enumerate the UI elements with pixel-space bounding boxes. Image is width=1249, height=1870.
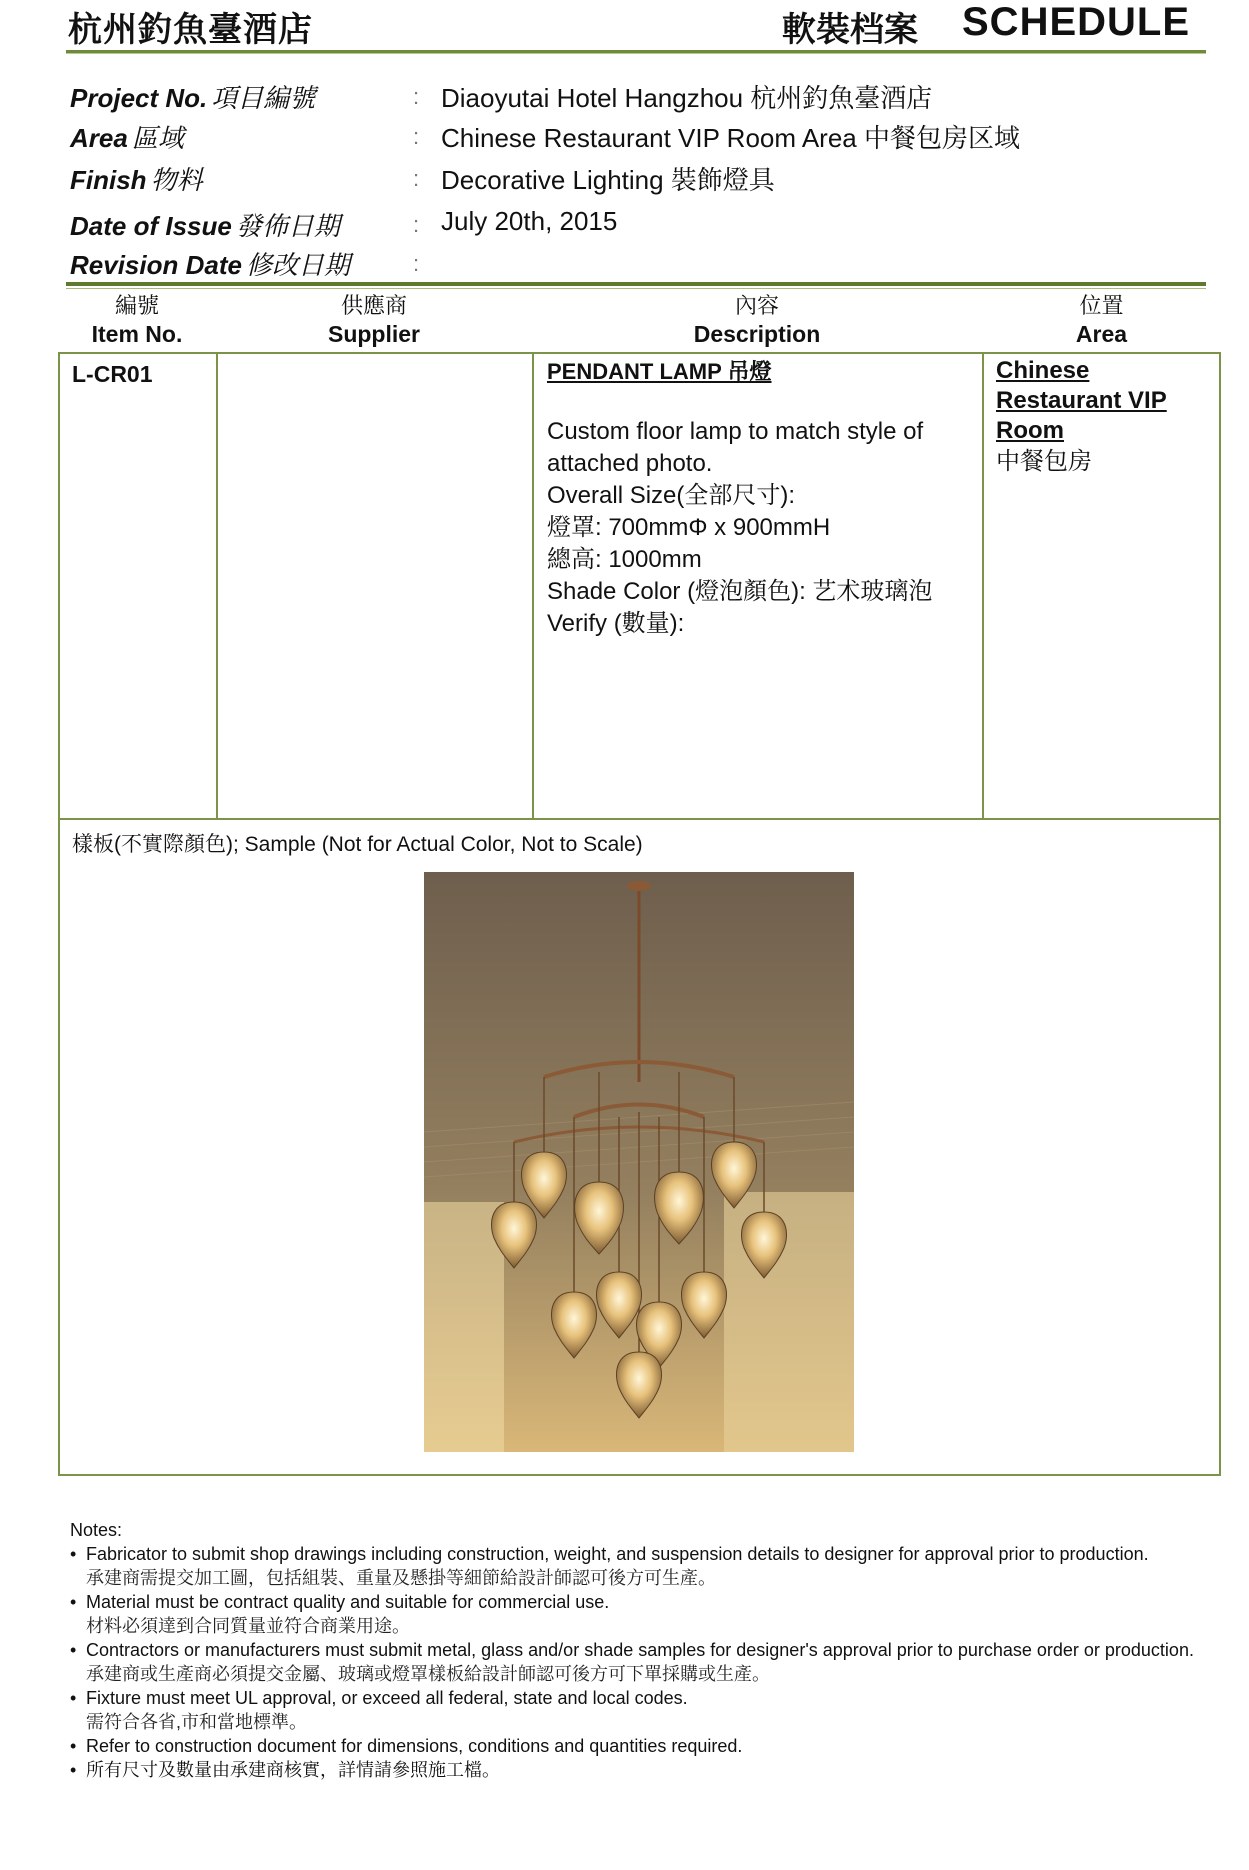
col-divider <box>532 354 534 818</box>
label-cn: 修改日期 <box>245 250 350 280</box>
info-date-of-issue <box>70 206 1200 242</box>
area-cell <box>996 356 1196 478</box>
note-en: • Refer to construction document for dimensions, conditions and quantities required. <box>86 1736 743 1756</box>
col-header-area <box>982 292 1221 348</box>
info-revision-date <box>70 245 1200 281</box>
schedule-table <box>58 352 1221 820</box>
sample-title: 樣板(不實際顏色); Sample (Not for Actual Color, Not to Scale) <box>72 833 643 856</box>
description-line: Overall Size(全部尺寸): <box>547 482 796 509</box>
description-line: Custom floor lamp to match style of attached photo. <box>547 418 924 477</box>
pendant-lamp-illustration <box>424 872 854 1452</box>
col-header-en: Supplier <box>327 321 420 347</box>
notes-title: Notes: <box>70 1520 123 1540</box>
label-cn: 物料 <box>150 165 203 195</box>
note-en: • Fabricator to submit shop drawings including construction, weight, and suspension details to designer for approval prior to production. <box>86 1544 1149 1564</box>
label-cn: 區域 <box>131 123 184 153</box>
info-area <box>70 118 1200 154</box>
info-rule <box>66 282 1206 286</box>
colon: : <box>413 212 420 237</box>
schedule-title-cn: 軟裝档案 <box>782 11 918 49</box>
date-of-issue-value: July 20th, 2015 <box>441 206 618 236</box>
label-en: Project No. <box>70 83 208 113</box>
col-divider <box>982 354 984 818</box>
colon: : <box>413 166 420 191</box>
col-header-en: Description <box>693 321 821 347</box>
col-header-cn: 供應商 <box>340 293 407 318</box>
description-heading: PENDANT LAMP 吊燈 <box>547 359 772 384</box>
note-en: • Contractors or manufacturers must submit metal, glass and/or shade samples for designer's approval prior to purchase order or production. <box>86 1640 1194 1660</box>
item-no-value: L-CR01 <box>72 361 153 387</box>
col-header-cn: 編號 <box>114 293 159 318</box>
note-en: • 所有尺寸及數量由承建商核實，詳情請參照施工檔。 <box>86 1760 500 1780</box>
area-value: Chinese Restaurant VIP Room Area 中餐包房区域 <box>441 123 1020 153</box>
description-line: 燈罩: 700mmΦ x 900mmH <box>547 514 831 541</box>
description-line: Shade Color (燈泡顏色): 艺术玻璃泡 <box>547 578 933 605</box>
finish-value: Decorative Lighting 裝飾燈具 <box>441 165 775 195</box>
note-cn: 承建商或生產商必須提交金屬、玻璃或燈罩樣板給設計師認可後方可下單採購或生產。 <box>86 1664 770 1684</box>
sample-photo <box>424 872 854 1452</box>
info-project-no <box>70 78 1200 114</box>
note-en: • Fixture must meet UL approval, or exceed all federal, state and local codes. <box>86 1688 688 1708</box>
sample-box <box>58 818 1221 1476</box>
label-cn: 項目編號 <box>211 83 316 113</box>
header-rule <box>66 50 1206 53</box>
colon: : <box>413 251 420 276</box>
label-en: Area <box>70 123 128 153</box>
note-item <box>70 1758 1200 1782</box>
col-header-item-no <box>58 292 216 348</box>
label-en: Finish <box>70 165 147 195</box>
area-cn: 中餐包房 <box>996 448 1092 475</box>
note-cn: 需符合各省,市和當地標準。 <box>86 1712 307 1732</box>
col-header-en: Area <box>1075 321 1128 347</box>
note-en: • Material must be contract quality and suitable for commercial use. <box>86 1592 610 1612</box>
project-no-value: Diaoyutai Hotel Hangzhou 杭州釣魚臺酒店 <box>441 83 933 113</box>
label-en: Revision Date <box>70 250 242 280</box>
note-item <box>70 1590 1200 1638</box>
col-header-description <box>532 292 982 348</box>
note-item <box>70 1542 1200 1590</box>
label-cn: 發佈日期 <box>235 211 340 241</box>
label-en: Date of Issue <box>70 211 232 241</box>
area-en: Chinese Restaurant VIP Room <box>996 357 1167 444</box>
colon: : <box>413 124 420 149</box>
info-rule-thin <box>66 288 1206 289</box>
colon: : <box>413 84 420 109</box>
col-header-en: Item No. <box>91 321 183 347</box>
col-divider <box>216 354 218 818</box>
description-line: Verify (數量): <box>547 610 685 637</box>
notes-section <box>70 1518 1200 1782</box>
col-header-supplier <box>216 292 532 348</box>
hotel-name: 杭州釣魚臺酒店 <box>68 11 313 49</box>
note-item <box>70 1734 1200 1758</box>
info-finish <box>70 160 1200 196</box>
col-header-cn: 位置 <box>1079 293 1124 318</box>
description-line: 總高: 1000mm <box>547 546 702 573</box>
note-cn: 材料必須達到合同質量並符合商業用途。 <box>86 1616 410 1636</box>
schedule-title-en: SCHEDULE <box>962 0 1191 44</box>
description-cell <box>547 356 967 640</box>
col-header-cn: 內容 <box>734 293 779 318</box>
note-item <box>70 1686 1200 1734</box>
note-item <box>70 1638 1200 1686</box>
note-cn: 承建商需提交加工圖，包括組裝、重量及懸掛等細節給設計師認可後方可生產。 <box>86 1568 716 1588</box>
